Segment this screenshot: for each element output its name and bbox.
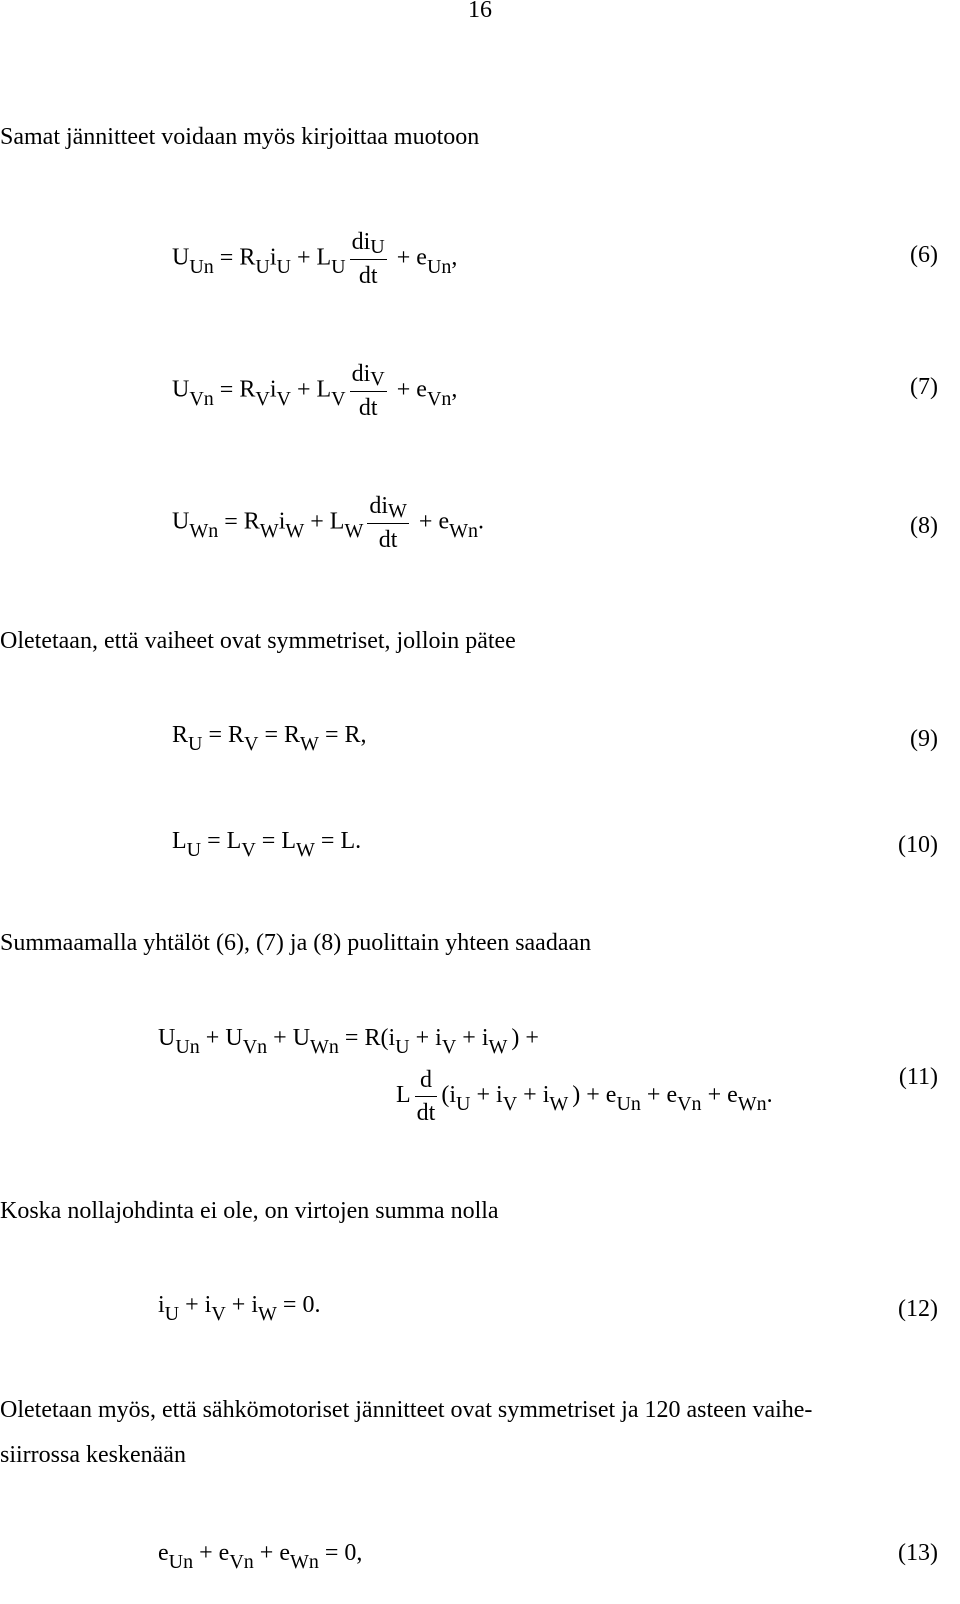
equation-6-number: (6) (910, 242, 938, 268)
paragraph-3: Summaamalla yhtälöt (6), (7) ja (8) puolittain yhteen saadaan (0, 930, 592, 956)
equation-9-number: (9) (910, 726, 938, 752)
equation-11-line-2: L $\frac{d}{dt}$ ($i_U + i_V + i_W$ ) + $e_{Un} + e_{Vn} + e_{Wn}$. (396, 1064, 773, 1129)
equation-6: $U_{Un} = R_Ui_U + L_U$ $\frac{\text{diU}}{dt}$ + $e_{Un}$, (172, 226, 457, 292)
equation-10: $L_U = L_V = L_W = L$. (172, 828, 362, 861)
equation-9: $R_U = R_V = R_W = R$, (172, 722, 367, 755)
equation-11-number: (11) (898, 1064, 938, 1090)
equation-11-line-1: $U_{Un} + U_{Vn} + U_{Wn} = R(i_U + i_V + i_W$ ) + (158, 1025, 539, 1058)
equation-8: $U_{Wn} = R_Wi_W + L_W$ $\frac{\text{diW}}{dt}$ + $e_{Wn}$. (172, 490, 484, 556)
paragraph-5-line-2: siirrossa keskenään (0, 1442, 186, 1468)
paragraph-1: Samat jännitteet voidaan myös kirjoittaa muotoon (0, 124, 480, 150)
paragraph-5-line-1: Oletetaan myös, että sähkömotoriset jännitteet ovat symmetriset ja 120 asteen vaihe- (0, 1397, 813, 1423)
equation-7: $U_{Vn} = R_Vi_V + L_V$ $\frac{\text{diV}}{dt}$ + $e_{Vn}$, (172, 358, 457, 424)
equation-10-number: (10) (898, 832, 938, 858)
equation-8-number: (8) (910, 513, 938, 539)
equation-12: $i_U + i_V + i_W = 0$. (158, 1292, 321, 1325)
equation-7-number: (7) (910, 374, 938, 400)
equation-13: $e_{Un} + e_{Vn} + e_{Wn} = 0$, (158, 1540, 363, 1573)
page-number: 16 (468, 0, 492, 23)
paragraph-4: Koska nollajohdinta ei ole, on virtojen summa nolla (0, 1198, 499, 1224)
paragraph-2: Oletetaan, että vaiheet ovat symmetriset, jolloin pätee (0, 628, 516, 654)
equation-13-number: (13) (898, 1540, 938, 1566)
equation-12-number: (12) (898, 1296, 938, 1322)
